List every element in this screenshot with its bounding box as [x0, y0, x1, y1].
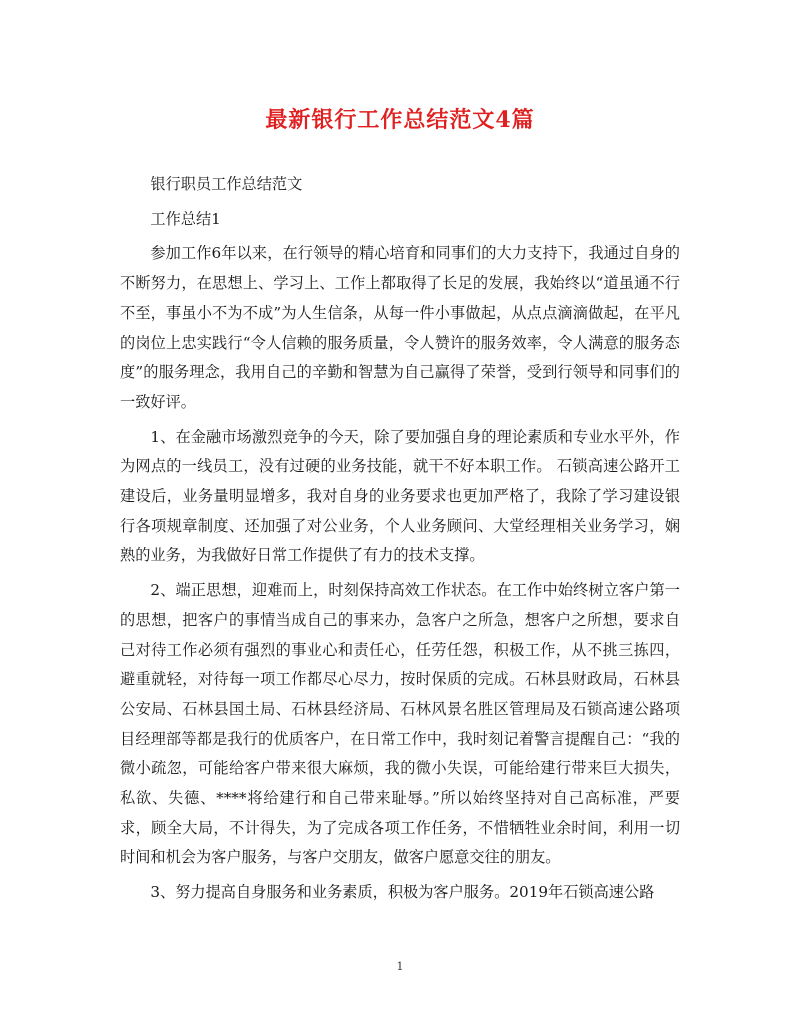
paragraph-3: 2、端正思想，迎难而上，时刻保持高效工作状态。在工作中始终树立客户第一的思想，把客户的事情当成自己的事来办，急客户之所急，想客户之所想，要求自己对待工作必须有强烈的事业心和责任心，任劳任怨，积极工作，从不挑三拣四，避重就轻，对待每一项工作都尽心尽力，按时保质的完成。石林县财政局，石林县公安局、石林县国土局、石林县经济局、石林风景名胜区管理局及石锁高速公路项目经理部等都是我行的优质客户，在日常工作中，我时刻记着警言提醒自己：“我的微小疏忽，可能给客户带来很大麻烦，我的微小失误，可能给建行带来巨大损失，私欲、失德、****将给建行和自己带来耻辱。”所以始终坚持对自己高标准，严要求，顾全大局，不计得失，为了完成各项工作任务，不惜牺牲业余时间，利用一切时间和机会为客户服务，与客户交朋友，做客户愿意交往的朋友。: [120, 581, 680, 867]
paragraph-2: 1、在金融市场激烈竞争的今天，除了要加强自身的理论素质和专业水平外，作为网点的一线员工，没有过硬的业务技能，就干不好本职工作。 石锁高速公路开工建设后，业务量明显增多，我对自身的业务要求也更加严格了，我除了学习建设银行各项规章制度、还加强了对公业务，个人业务顾问、大堂经理相关业务学习，娴熟的业务，为我做好日常工作提供了有力的技术支撑。: [120, 427, 680, 565]
document-body: [120, 170, 680, 908]
document-title: 最新银行工作总结范文4篇: [265, 107, 535, 133]
paragraph-1: 参加工作6年以来，在行领导的精心培育和同事们的大力支持下，我通过自身的不断努力，在思想上、学习上、工作上都取得了长足的发展，我始终以“道虽通不行不至，事虽小不为不成”为人生信条，从每一件小事做起，从点点滴滴做起，在平凡的岗位上忠实践行“令人信赖的服务质量，令人赞许的服务效率，令人满意的服务态度”的服务理念，我用自己的辛勤和智慧为自己赢得了荣誉，受到行领导和同事们的一致好评。: [120, 244, 680, 411]
document-subtitle: 银行职员工作总结范文: [150, 175, 303, 193]
page-number: 1: [396, 960, 404, 973]
section-heading: 工作总结1: [150, 209, 221, 228]
paragraph-4: 3、努力提高自身服务和业务素质，积极为客户服务。2019年石锁高速公路: [150, 883, 655, 902]
